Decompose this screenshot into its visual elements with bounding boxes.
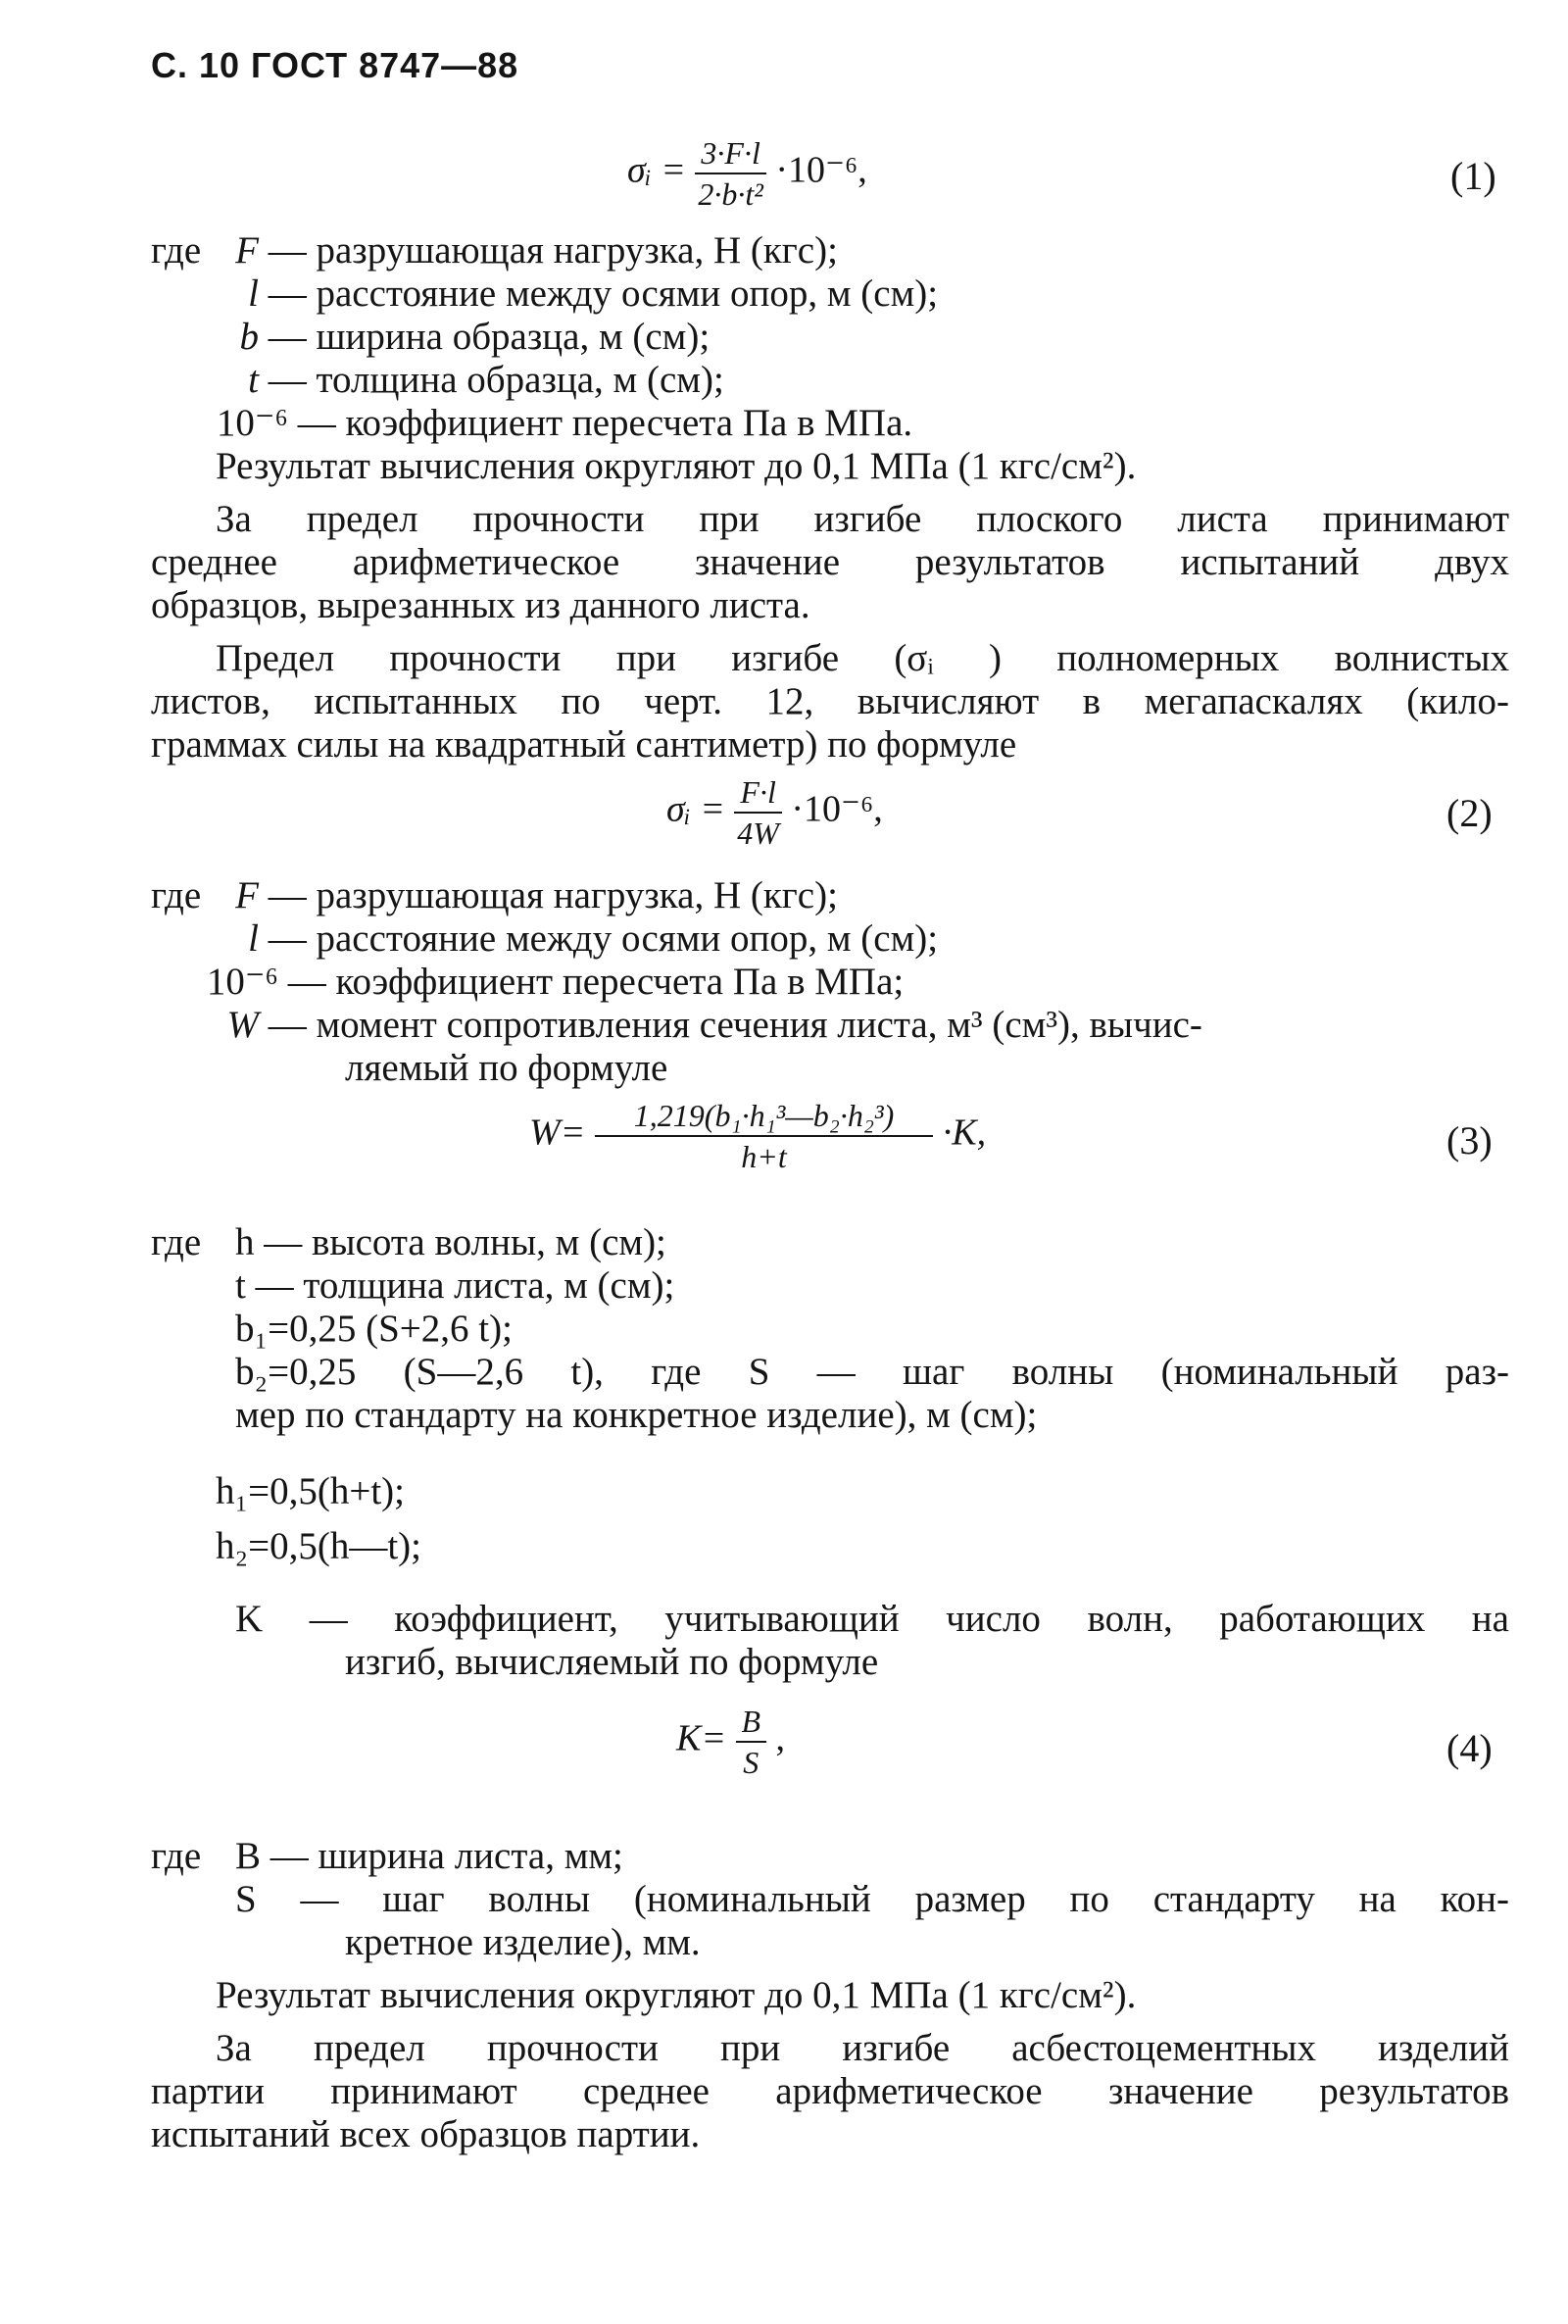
where-label-1: где [151,229,202,272]
definition-item: l — расстояние между осями опор, м (см); [248,272,939,315]
paragraph-1-line: среднее арифметическое значение результатов испытаний двух [151,541,1509,583]
equation-1-lhs: σᵢ = [627,149,686,191]
equation-2-denominator: 4W [737,816,779,851]
paragraph-3-line: За предел прочности при изгибе асбестоцементных изделий [216,2027,1509,2069]
definition-item: b — ширина образца, м (см); [239,316,710,358]
definition-line: кретное изделие), мм. [345,1921,701,1963]
definition-line: изгиб, вычисляемый по формуле [345,1641,879,1683]
equation-1-number: (1) [1450,154,1496,198]
paragraph-1-line: образцов, вырезанных из данного листа. [151,584,810,626]
definition-line: b₁=0,25 (S+2,6 t); [235,1308,513,1350]
equation-1-numerator: 3·F·l [695,135,765,174]
definition-line: K — коэффициент, учитывающий число волн, работающих на [235,1598,1509,1640]
equation-3-number: (3) [1446,1118,1493,1162]
equation-4-fraction [736,1704,767,1780]
equation-4-lhs: K= [676,1717,726,1759]
equation-2-fraction [734,774,781,851]
equation-2-tail: ·10⁻⁶, [791,788,883,830]
paragraph-2-line: граммах силы на квадратный сантиметр) по формуле [151,723,1017,766]
where-label-3: где [151,1221,202,1263]
equation-3-lhs: W= [529,1112,586,1154]
equation-3-tail: ·K, [942,1112,987,1154]
equation-4-number: (4) [1446,1726,1493,1770]
equation-3-numerator: 1,219(b₁·h₁³—b₂·h₂³) [595,1098,933,1137]
equation-2 [666,774,883,851]
paragraph-3-line: партии принимают среднее арифметическое значение результатов [151,2070,1509,2112]
paragraph-1-line: За предел прочности при изгибе плоского листа принимают [216,498,1509,540]
definition-line: h₂=0,5(h—t); [216,1525,421,1567]
equation-1-tail: ·10⁻⁶, [775,149,867,191]
result-rounding-2: Результат вычисления округляют до 0,1 МПа (1 кгс/см²). [216,1974,1137,2016]
equation-4-tail: , [775,1717,786,1759]
equation-2-numerator: F·l [734,774,781,814]
equation-3 [529,1098,986,1174]
equation-1-denominator: 2·b·t² [698,176,763,212]
where-label-4: где [151,1835,202,1877]
equation-4-numerator: B [736,1704,767,1743]
equation-2-number: (2) [1446,791,1493,835]
definition-line: B — ширина листа, мм; [235,1835,623,1877]
paragraph-3-line: испытаний всех образцов партии. [151,2113,701,2155]
definition-line: h₁=0,5(h+t); [216,1470,405,1512]
definition-item: F — разрушающая нагрузка, Н (кгс); [235,874,838,916]
definition-line: мер по стандарту на конкретное изделие), м (см); [235,1394,1038,1436]
equation-3-fraction [595,1098,933,1174]
definition-item: F — разрушающая нагрузка, Н (кгс); [235,229,838,272]
definition-item: t — толщина образца, м (см); [248,359,724,401]
definition-item: W — момент сопротивления сечения листа, м³ (см³), вычис- [226,1004,1202,1046]
definition-continuation: ляемый по формуле [345,1047,668,1089]
paragraph-2-line: Предел прочности при изгибе (σᵢ ) полномерных волнистых [216,637,1509,679]
definition-line: S — шаг волны (номинальный размер по стандарту на кон- [235,1878,1509,1920]
definition-item: 10⁻⁶ — коэффициент пересчета Па в МПа. [216,402,913,444]
where-label-2: где [151,874,202,916]
equation-1-fraction [695,135,765,212]
definition-item: l — расстояние между осями опор, м (см); [248,917,939,960]
equation-1 [627,135,867,212]
equation-2-lhs: σᵢ = [666,788,725,830]
result-rounding-1: Результат вычисления округляют до 0,1 МПа (1 кгс/см²). [216,445,1137,487]
equation-4-denominator: S [743,1745,760,1780]
page-header: С. 10 ГОСТ 8747—88 [151,45,519,85]
equation-4 [676,1704,785,1780]
definition-item: 10⁻⁶ — коэффициент пересчета Па в МПа; [206,961,905,1003]
definition-line: t — толщина листа, м (см); [235,1264,675,1307]
paragraph-2-line: листов, испытанных по черт. 12, вычисляют в мегапаскалях (кило- [151,680,1509,722]
equation-3-denominator: h+t [741,1139,787,1174]
definition-line: b₂=0,25 (S—2,6 t), где S — шаг волны (номинальный раз- [235,1351,1509,1393]
definition-line: h — высота волны, м (см); [235,1221,666,1263]
